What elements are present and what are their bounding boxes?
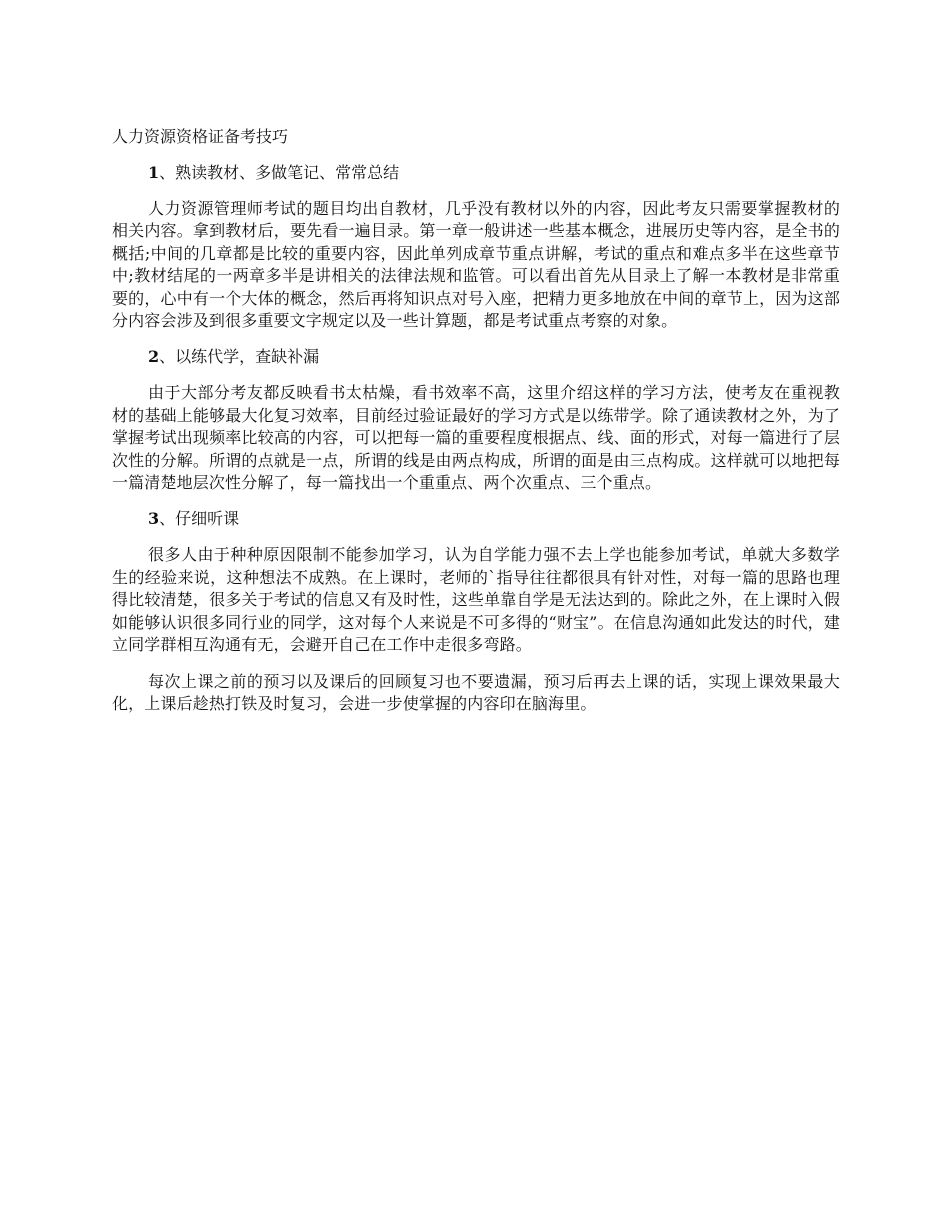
body-paragraph: 每次上课之前的预习以及课后的回顾复习也不要遗漏，预习后再去上课的话，实现上课效果最大化，上课后趁热打铁及时复习，会进一步使掌握的内容印在脑海里。 xyxy=(112,671,840,713)
body-paragraph: 人力资源管理师考试的题目均出自教材，几乎没有教材以外的内容，因此考友只需要掌握教材的相关内容。拿到教材后，要先看一遍目录。第一章一般讲述一些基本概念，进展历史等内容，是全书的概括;中间的几章都是比较的重要内容，因此单列成章节重点讲解，考试的重点和难点多半在这些章节中;教材结尾的一两章多半是讲相关的法律法规和监管。可以看出首先从目录上了解一本教材是非常重要的，心中有一个大体的概念，然后再将知识点对号入座，把精力更多地放在中间的章节上，因为这部分内容会涉及到很多重要文字规定以及一些计算题，都是考试重点考察的对象。 xyxy=(112,199,840,331)
section-heading xyxy=(112,162,840,184)
section-2 xyxy=(112,346,840,494)
section-number: 1 xyxy=(148,163,160,182)
body-paragraph: 由于大部分考友都反映看书太枯燥，看书效率不高，这里介绍这样的学习方法，使考友在重视教材的基础上能够最大化复习效率，目前经过验证最好的学习方式是以练带学。除了通读教材之外，为了掌握考试出现频率比较高的内容，可以把每一篇的重要程度根据点、线、面的形式，对每一篇进行了层次性的分解。所谓的点就是一点，所谓的线是由两点构成，所谓的面是由三点构成。这样就可以地把每一篇清楚地层次性分解了，每一篇找出一个重重点、两个次重点、三个重点。 xyxy=(112,383,840,493)
section-heading xyxy=(112,346,840,368)
section-heading-text: 、仔细听课 xyxy=(159,509,240,529)
section-3 xyxy=(112,508,840,715)
section-heading-text: 、熟读教材、多做笔记、常常总结 xyxy=(159,163,400,182)
section-number: 3 xyxy=(148,509,160,529)
section-heading-text: 、以练代学，查缺补漏 xyxy=(159,347,320,367)
document-title: 人力资源资格证备考技巧 xyxy=(112,127,289,146)
section-heading xyxy=(112,508,840,530)
section-number: 2 xyxy=(148,347,160,367)
body-paragraph: 很多人由于种种原因限制不能参加学习，认为自学能力强不去上学也能参加考试，单就大多数学生的经验来说，这种想法不成熟。在上课时，老师的`指导往往都很具有针对性，对每一篇的思路也理得比较清楚，很多关于考试的信息又有及时性，这些单靠自学是无法达到的。除此之外，在上课时入假如能够认识很多同行业的同学，这对每个人来说是不可多得的“财宝”。在信息沟通如此发达的时代，建立同学群相互沟通有无，会避开自己在工作中走很多弯路。 xyxy=(112,545,840,655)
document-page xyxy=(112,126,840,729)
section-1 xyxy=(112,162,840,332)
